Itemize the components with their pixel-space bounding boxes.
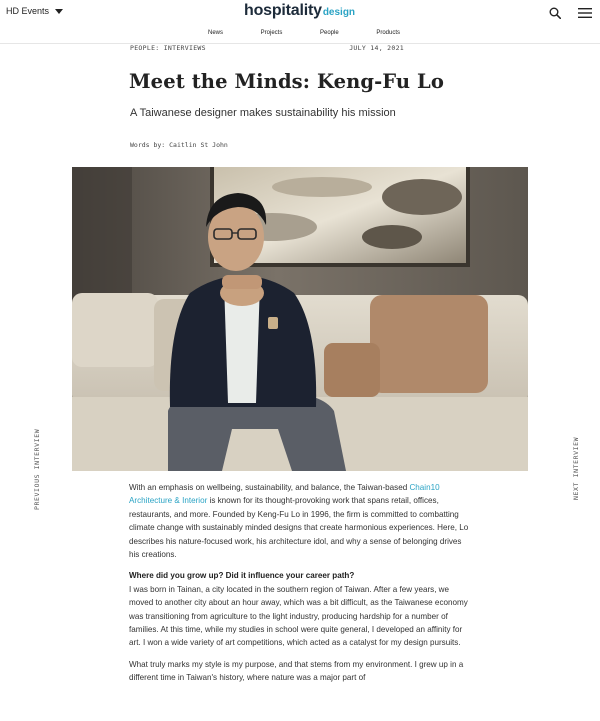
hd-events-dropdown[interactable] <box>6 6 63 16</box>
previous-interview-link[interactable] <box>23 418 41 510</box>
portrait-image <box>72 167 528 471</box>
nav-item-news[interactable]: News <box>208 30 224 36</box>
intro-text-before: With an emphasis on wellbeing, sustainability, and balance, the Taiwan-based <box>129 483 410 492</box>
article-subtitle: A Taiwanese designer makes sustainability his mission <box>130 107 396 119</box>
hamburger-menu-icon[interactable] <box>578 8 592 18</box>
site-logo[interactable] <box>244 2 355 20</box>
nav-item-products[interactable]: Products <box>376 30 400 36</box>
article-meta <box>130 44 404 52</box>
question-heading: Where did you grow up? Did it influence your career path? <box>129 571 355 581</box>
next-interview-link[interactable] <box>562 428 580 500</box>
intro-paragraph <box>129 481 474 561</box>
nav-item-projects[interactable]: Projects <box>260 30 283 36</box>
next-interview-label: NEXT INTERVIEW <box>572 436 580 500</box>
article-byline: Words by: Caitlin St John <box>130 141 228 149</box>
main-nav <box>204 30 404 36</box>
intro-text-after: is known for its thought-provoking work that spans retail, offices, restaurants, and more. Founded by Keng-Fu Lo in 1996, the firm is committed to combatting climate change with sustainably minded designs that create harmonious experiences. Here, Lo describes his nature-focused work, his architecture idol, and why a sense of belonging drives his creations. <box>129 496 469 560</box>
answer-paragraph: I was born in Tainan, a city located in the southern region of Taiwan. After a few years, we moved to another city about an hour away, which was a bit difficult, as the Taiwanese economy was transitioning from agriculture to the light industry, producing hardship for a number of families. At this time, while my studies in school were quite general, I developed an affinity for art. I won a wide variety of art competitions, which acted as a catalyst for my design pursuits. <box>129 584 468 648</box>
search-icon[interactable] <box>549 7 561 19</box>
logo-accent: design <box>322 7 356 18</box>
site-header <box>0 0 600 44</box>
previous-interview-label: PREVIOUS INTERVIEW <box>33 428 41 510</box>
hd-events-label: HD Events <box>6 6 50 16</box>
nav-item-people[interactable]: People <box>319 30 339 36</box>
article-date: JULY 14, 2021 <box>349 44 404 52</box>
hero-photo <box>72 167 528 471</box>
firm-link[interactable]: Chain10 Architecture & Interior <box>129 483 440 506</box>
body-paragraph: What truly marks my style is my purpose, and that stems from my environment. I grew up in a different time in Taiwan's history, where nature was a major part of <box>129 659 464 683</box>
article-body <box>129 481 474 693</box>
logo-main: hospitality <box>244 2 322 19</box>
article-title: Meet the Minds: Keng-Fu Lo <box>129 70 444 93</box>
article-category[interactable]: PEOPLE: INTERVIEWS <box>130 44 206 52</box>
chevron-down-icon <box>55 9 63 14</box>
